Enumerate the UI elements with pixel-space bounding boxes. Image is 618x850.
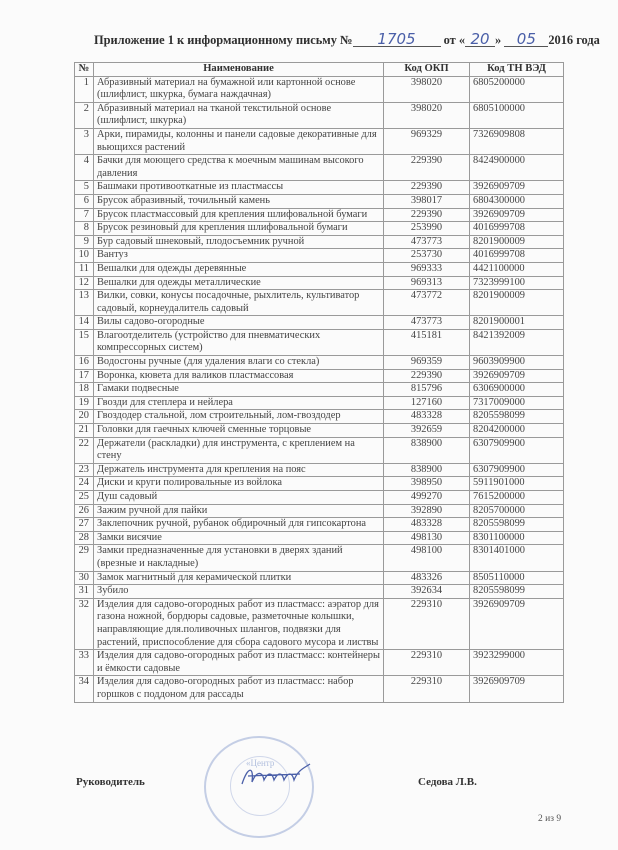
- product-name: Вантуз: [94, 249, 384, 263]
- table-row: [75, 262, 564, 276]
- tnved-code: 6804300000: [470, 194, 564, 208]
- product-name: Замки предназначенные для установки в дверях зданий (врезные и накладные): [94, 545, 384, 571]
- row-number: 10: [75, 249, 94, 263]
- product-name: Арки, пирамиды, колонны и панели садовые декоративные для вьющихся растений: [94, 128, 384, 154]
- row-number: 24: [75, 477, 94, 491]
- tnved-code: 4016999708: [470, 222, 564, 236]
- okp-code: 229390: [384, 155, 470, 181]
- tnved-code: 8205598099: [470, 518, 564, 532]
- tnved-code: 7615200000: [470, 491, 564, 505]
- okp-code: 969329: [384, 128, 470, 154]
- table-row: [75, 463, 564, 477]
- table-row: [75, 477, 564, 491]
- row-number: 27: [75, 518, 94, 532]
- okp-code: 473773: [384, 316, 470, 330]
- table-row: [75, 356, 564, 370]
- tnved-code: 6307909900: [470, 437, 564, 463]
- table-row: [75, 369, 564, 383]
- okp-code: 483328: [384, 410, 470, 424]
- product-name: Держатель инструмента для крепления на пояс: [94, 463, 384, 477]
- row-number: 32: [75, 598, 94, 649]
- product-name: Зубило: [94, 585, 384, 599]
- okp-code: 253990: [384, 222, 470, 236]
- table-row: [75, 424, 564, 438]
- tnved-code: 6805100000: [470, 102, 564, 128]
- product-name: Изделия для садово-огородных работ из пластмасс: контейнеры и ёмкости садовые: [94, 650, 384, 676]
- table-row: [75, 316, 564, 330]
- product-name: Вилки, совки, конусы посадочные, рыхлитель, культиватор садовый, корнеудалитель садовый: [94, 290, 384, 316]
- row-number: 34: [75, 676, 94, 702]
- date-quote-close: »: [495, 33, 502, 47]
- product-name: Влагоотделитель (устройство для пневматических компрессорных систем): [94, 329, 384, 355]
- tnved-code: 3926909709: [470, 676, 564, 702]
- table-row: [75, 290, 564, 316]
- table-header-row: [75, 63, 564, 77]
- row-number: 13: [75, 290, 94, 316]
- row-number: 3: [75, 128, 94, 154]
- table-row: [75, 598, 564, 649]
- tnved-code: 3926909709: [470, 181, 564, 195]
- position-label: Руководитель: [76, 776, 145, 788]
- row-number: 17: [75, 369, 94, 383]
- date-year: 2016 года: [548, 33, 600, 47]
- table-row: [75, 194, 564, 208]
- table-row: [75, 155, 564, 181]
- okp-code: 498130: [384, 531, 470, 545]
- table-row: [75, 276, 564, 290]
- product-name: Гвоздодер стальной, лом строительный, лом-гвоздодер: [94, 410, 384, 424]
- tnved-code: 8424900000: [470, 155, 564, 181]
- tnved-code: 8505110000: [470, 571, 564, 585]
- table-row: [75, 235, 564, 249]
- product-name: Воронка, кювета для валиков пластмассовая: [94, 369, 384, 383]
- product-name: Бур садовый шнековый, плодосъемник ручной: [94, 235, 384, 249]
- okp-code: 253730: [384, 249, 470, 263]
- tnved-code: 4016999708: [470, 249, 564, 263]
- row-number: 21: [75, 424, 94, 438]
- okp-code: 473772: [384, 290, 470, 316]
- product-name: Абразивный материал на тканой текстильной основе (шлифлист, шкурка): [94, 102, 384, 128]
- okp-code: 499270: [384, 491, 470, 505]
- table-row: [75, 545, 564, 571]
- product-name: Вешалки для одежды деревянные: [94, 262, 384, 276]
- tnved-code: 3926909709: [470, 208, 564, 222]
- okp-code: 969333: [384, 262, 470, 276]
- tnved-code: 8205598099: [470, 410, 564, 424]
- okp-code: 229310: [384, 676, 470, 702]
- stamp-text: «Центр: [246, 758, 275, 768]
- product-name: Гамаки подвесные: [94, 383, 384, 397]
- table-row: [75, 504, 564, 518]
- tnved-code: 8205700000: [470, 504, 564, 518]
- row-number: 15: [75, 329, 94, 355]
- okp-code: 483326: [384, 571, 470, 585]
- title-prefix: Приложение 1 к информационному письму №: [94, 33, 353, 47]
- okp-code: 392659: [384, 424, 470, 438]
- row-number: 11: [75, 262, 94, 276]
- tnved-code: 8201900009: [470, 235, 564, 249]
- table-row: [75, 383, 564, 397]
- row-number: 23: [75, 463, 94, 477]
- okp-code: 229310: [384, 650, 470, 676]
- table-row: [75, 531, 564, 545]
- table-row: [75, 518, 564, 532]
- okp-code: 483328: [384, 518, 470, 532]
- row-number: 18: [75, 383, 94, 397]
- row-number: 16: [75, 356, 94, 370]
- table-row: [75, 437, 564, 463]
- row-number: 28: [75, 531, 94, 545]
- date-from-label: от «: [443, 33, 466, 47]
- product-name: Изделия для садово-огородных работ из пластмасс: набор горшков с поддоном для рассады: [94, 676, 384, 702]
- okp-code: 229310: [384, 598, 470, 649]
- product-name: Держатели (раскладки) для инструмента, с креплением на стену: [94, 437, 384, 463]
- row-number: 2: [75, 102, 94, 128]
- okp-code: 398017: [384, 194, 470, 208]
- tnved-code: 3923299000: [470, 650, 564, 676]
- okp-code: 229390: [384, 369, 470, 383]
- product-name: Зажим ручной для пайки: [94, 504, 384, 518]
- product-name: Вешалки для одежды металлические: [94, 276, 384, 290]
- product-name: Абразивный материал на бумажной или картонной основе (шлифлист, шкурка, бумага наждачная): [94, 76, 384, 102]
- tnved-code: 8421392009: [470, 329, 564, 355]
- tnved-code: 8301401000: [470, 545, 564, 571]
- okp-code: 838900: [384, 463, 470, 477]
- product-name: Водосгоны ручные (для удаления влаги со стекла): [94, 356, 384, 370]
- product-name: Головки для гаечных ключей сменные торцовые: [94, 424, 384, 438]
- okp-code: 229390: [384, 181, 470, 195]
- okp-code: 398020: [384, 102, 470, 128]
- column-header-number: №: [75, 63, 94, 77]
- row-number: 8: [75, 222, 94, 236]
- row-number: 7: [75, 208, 94, 222]
- signatory-name: Седова Л.В.: [418, 776, 477, 788]
- okp-code: 398020: [384, 76, 470, 102]
- letter-number-handwritten: 1705: [353, 32, 441, 47]
- tnved-code: 8201900009: [470, 290, 564, 316]
- product-name: Брусок резиновый для крепления шлифовальной бумаги: [94, 222, 384, 236]
- tnved-code: 8201900001: [470, 316, 564, 330]
- table-row: [75, 76, 564, 102]
- okp-code: 473773: [384, 235, 470, 249]
- table-row: [75, 676, 564, 702]
- product-name: Гвозди для степлера и нейлера: [94, 396, 384, 410]
- okp-code: 415181: [384, 329, 470, 355]
- row-number: 30: [75, 571, 94, 585]
- table-row: [75, 329, 564, 355]
- tnved-code: 9603909900: [470, 356, 564, 370]
- tnved-code: 3926909709: [470, 598, 564, 649]
- product-name: Душ садовый: [94, 491, 384, 505]
- row-number: 22: [75, 437, 94, 463]
- tnved-code: 7317009000: [470, 396, 564, 410]
- tnved-code: 5911901000: [470, 477, 564, 491]
- okp-code: 229390: [384, 208, 470, 222]
- product-name: Башмаки противооткатные из пластмассы: [94, 181, 384, 195]
- row-number: 4: [75, 155, 94, 181]
- tnved-code: 8301100000: [470, 531, 564, 545]
- tnved-code: 7323999100: [470, 276, 564, 290]
- table-row: [75, 249, 564, 263]
- table-row: [75, 222, 564, 236]
- okp-code: 969359: [384, 356, 470, 370]
- row-number: 31: [75, 585, 94, 599]
- products-table: [74, 62, 564, 703]
- okp-code: 838900: [384, 437, 470, 463]
- okp-code: 398950: [384, 477, 470, 491]
- document-title: [94, 32, 604, 48]
- row-number: 29: [75, 545, 94, 571]
- product-name: Брусок абразивный, точильный камень: [94, 194, 384, 208]
- okp-code: 392890: [384, 504, 470, 518]
- table-row: [75, 102, 564, 128]
- tnved-code: 8205598099: [470, 585, 564, 599]
- table-row: [75, 181, 564, 195]
- table-row: [75, 491, 564, 505]
- tnved-code: 7326909808: [470, 128, 564, 154]
- table-body: [75, 76, 564, 702]
- product-name: Замки висячие: [94, 531, 384, 545]
- table-row: [75, 410, 564, 424]
- date-month-handwritten: 05: [504, 32, 548, 47]
- row-number: 26: [75, 504, 94, 518]
- tnved-code: 4421100000: [470, 262, 564, 276]
- product-name: Заклепочник ручной, рубанок обдирочный для гипсокартона: [94, 518, 384, 532]
- table-row: [75, 650, 564, 676]
- tnved-code: 6306900000: [470, 383, 564, 397]
- date-day-handwritten: 20: [465, 32, 495, 47]
- row-number: 9: [75, 235, 94, 249]
- row-number: 20: [75, 410, 94, 424]
- row-number: 6: [75, 194, 94, 208]
- product-name: Вилы садово-огородные: [94, 316, 384, 330]
- table-row: [75, 585, 564, 599]
- product-name: Диски и круги полировальные из войлока: [94, 477, 384, 491]
- tnved-code: 6307909900: [470, 463, 564, 477]
- okp-code: 127160: [384, 396, 470, 410]
- column-header-okp: Код ОКП: [384, 63, 470, 77]
- tnved-code: 8204200000: [470, 424, 564, 438]
- okp-code: 498100: [384, 545, 470, 571]
- signature-icon: [238, 762, 318, 792]
- okp-code: 815796: [384, 383, 470, 397]
- okp-code: 969313: [384, 276, 470, 290]
- table-row: [75, 396, 564, 410]
- product-name: Замок магнитный для керамической плитки: [94, 571, 384, 585]
- okp-code: 392634: [384, 585, 470, 599]
- row-number: 1: [75, 76, 94, 102]
- table-row: [75, 128, 564, 154]
- tnved-code: 3926909709: [470, 369, 564, 383]
- row-number: 12: [75, 276, 94, 290]
- page-number: 2 из 9: [538, 814, 562, 824]
- product-name: Брусок пластмассовый для крепления шлифовальной бумаги: [94, 208, 384, 222]
- row-number: 33: [75, 650, 94, 676]
- tnved-code: 6805200000: [470, 76, 564, 102]
- column-header-name: Наименование: [94, 63, 384, 77]
- row-number: 19: [75, 396, 94, 410]
- product-name: Изделия для садово-огородных работ из пластмасс: аэратор для газона ножной, бордюры садовые, разметочные колышки, направляющие для.поливочных шлангов, подвязки для растений, приспособление для сбора садового мусора и листвы: [94, 598, 384, 649]
- table-row: [75, 571, 564, 585]
- row-number: 25: [75, 491, 94, 505]
- table-row: [75, 208, 564, 222]
- row-number: 14: [75, 316, 94, 330]
- row-number: 5: [75, 181, 94, 195]
- column-header-tnved: Код ТН ВЭД: [470, 63, 564, 77]
- product-name: Бачки для моющего средства к моечным машинам высокого давления: [94, 155, 384, 181]
